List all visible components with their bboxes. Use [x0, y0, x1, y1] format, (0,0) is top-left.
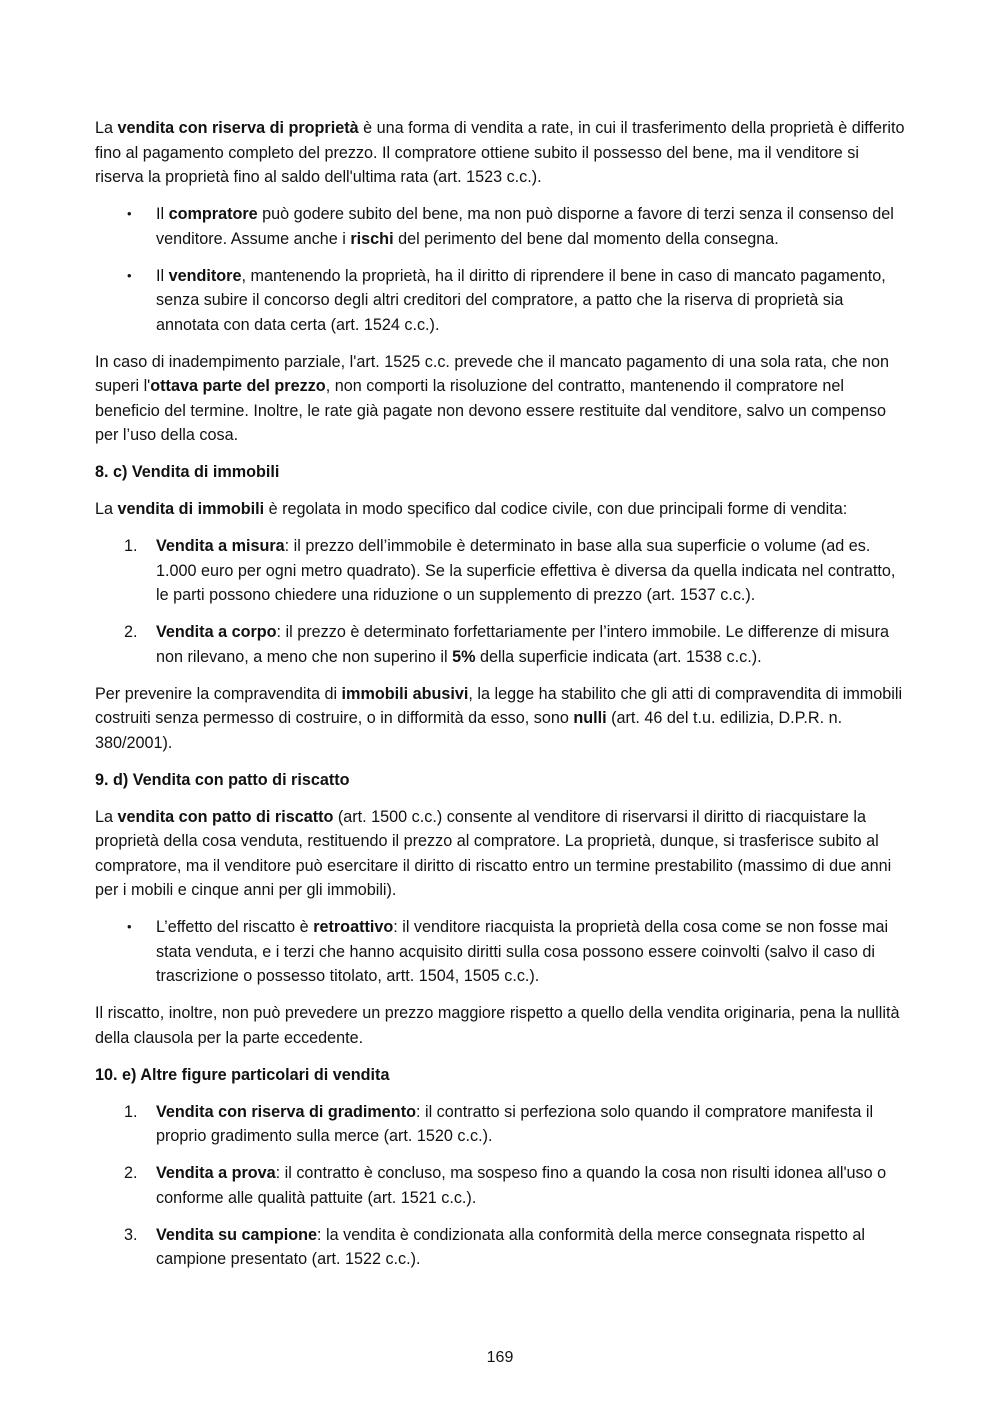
numbered-item-text — [156, 1103, 873, 1146]
text-run: , la legge ha stabilito che gli atti di compravendita di immobili costruiti senza permesso di costruire, o in difformità da esso, sono — [95, 684, 903, 727]
numbered-item — [95, 1161, 905, 1210]
bold-term: Vendita su campione — [156, 1225, 318, 1244]
text-run: : il contratto si perfeziona solo quando il compratore manifesta il proprio gradimento sulla merce (art. 1520 c.c.). — [156, 1102, 874, 1145]
bold-term: 5% — [452, 647, 476, 666]
riserva-bullet-list — [95, 202, 905, 337]
bullet-icon: • — [127, 206, 132, 221]
prezzo-paragraph — [95, 1001, 905, 1050]
bold-term: Vendita a misura — [156, 537, 285, 555]
text-run: L’effetto del riscatto è — [156, 918, 314, 936]
riscatto-bullet-list — [95, 915, 905, 989]
bold-term: vendita con riserva di proprietà — [117, 119, 359, 137]
numbered-item-text — [156, 623, 889, 666]
numbered-item-text — [156, 537, 895, 604]
bold-term: compratore — [168, 205, 258, 223]
numbered-item — [95, 534, 905, 608]
numbered-item-text — [156, 1164, 886, 1207]
numbered-item — [95, 1100, 905, 1149]
numbered-item-text — [156, 1226, 865, 1269]
inadempimento-paragraph — [95, 350, 905, 448]
item-number: 1. — [124, 537, 138, 555]
bold-term: Vendita a prova — [156, 1164, 276, 1182]
text-run: La — [95, 807, 118, 826]
text-run: del perimento del bene dal momento della consegna. — [393, 229, 779, 248]
text-run: Per prevenire la compravendita di — [95, 684, 342, 703]
immobili-numbered-list — [95, 534, 905, 669]
immobili-paragraph — [95, 497, 905, 522]
item-number: 1. — [124, 1102, 138, 1121]
text-run: La — [95, 119, 118, 137]
bullet-item — [95, 264, 905, 338]
section-heading-8: 8. c) Vendita di immobili — [95, 463, 280, 481]
text-run: , non comporti la risoluzione del contratto, mantenendo il compratore nel beneficio del termine. Inoltre, le rate già pagate non devono essere restituite dal venditore, salvo un compenso per l’uso della cosa. — [95, 377, 886, 444]
page-number: 169 — [486, 1349, 514, 1366]
text-run: : il prezzo è determinato forfettariamente per l’intero immobile. Le differenze di misura non rilevano, a meno che non superino il — [156, 623, 889, 666]
bold-term: Vendita con riserva di gradimento — [156, 1102, 416, 1121]
bold-term: immobili abusivi — [341, 684, 469, 703]
bullet-text — [156, 205, 894, 248]
text-run: : il prezzo dell’immobile è determinato in base alla sua superficie o volume (ad es. 1.000 euro per ogni metro quadrato). Se la superficie effettiva è diversa da quella indicata nel contratto, le parti possono chiedere una riduzione o un supplemento di prezzo (art. 1537 c.c.). — [156, 537, 896, 604]
bullet-icon: • — [127, 919, 132, 934]
text-run: (art. 46 del t.u. edilizia, D.P.R. n. 380/2001). — [95, 709, 843, 752]
numbered-item — [95, 620, 905, 669]
text-run: può godere subito del bene, ma non può disporne a favore di terzi senza il consenso del venditore. Assume anche i — [156, 205, 894, 248]
bold-term: vendita di immobili — [117, 500, 265, 518]
text-run: è regolata in modo specifico dal codice civile, con due principali forme di vendita: — [264, 500, 848, 518]
bullet-text — [156, 267, 886, 334]
text-run: Il riscatto, inoltre, non può prevedere un prezzo maggiore rispetto a quello della vendita originaria, pena la nullità della clausola per la parte eccedente. — [95, 1004, 900, 1047]
bullet-item — [95, 915, 905, 989]
text-run: La — [95, 500, 118, 518]
bullet-icon: • — [127, 267, 132, 283]
text-run: Il — [156, 266, 169, 285]
item-number: 3. — [124, 1225, 138, 1244]
text-run: della superficie indicata (art. 1538 c.c.). — [475, 647, 762, 666]
numbered-item — [95, 1223, 905, 1272]
bold-term: nulli — [573, 709, 607, 727]
text-run: : il contratto è concluso, ma sospeso fino a quando la cosa non risulti idonea all'uso o conforme alle qualità pattuite (art. 1521 c.c.). — [156, 1164, 887, 1207]
text-run: : il venditore riacquista la proprietà della cosa come se non fosse mai stata venduta, e i terzi che hanno acquisito diritti sulla cosa possono essere coinvolti (salvo il caso di trascrizione o possesso titolato, artt. 1504, 1505 c.c.). — [156, 918, 889, 985]
text-run: (art. 1500 c.c.) consente al venditore di riservarsi il diritto di riacquistare la proprietà della cosa venduta, restituendo il prezzo al compratore. La proprietà, dunque, si trasferisce subito al compratore, ma il venditore può esercitare il diritto di riscatto entro un termine prestabilito (massimo di due anni per i mobili e cinque anni per gli immobili). — [95, 807, 892, 899]
riscatto-paragraph — [95, 805, 905, 903]
bullet-text — [156, 918, 888, 985]
text-run: , mantenendo la proprietà, ha il diritto di riprendere il bene in caso di mancato pagamento, senza subire il concorso degli altri creditori del compratore, a patto che la riserva di proprietà sia annotata con data certa (art. 1524 c.c.). — [156, 266, 886, 334]
document-page — [95, 116, 905, 1284]
text-run: In caso di inadempimento parziale, l'art. 1525 c.c. prevede che il mancato pagamento di una sola rata, che non superi l' — [95, 352, 890, 395]
bold-term: rischi — [350, 229, 394, 248]
bold-term: venditore — [168, 266, 242, 285]
bold-term: Vendita a corpo — [156, 623, 277, 641]
text-run: Il — [156, 205, 169, 223]
section-heading-9: 9. d) Vendita con patto di riscatto — [95, 770, 350, 789]
bold-term: retroattivo — [313, 918, 394, 936]
section-heading-10: 10. e) Altre figure particolari di vendita — [95, 1065, 390, 1084]
bold-term: vendita con patto di riscatto — [117, 807, 334, 826]
intro-paragraph — [95, 116, 905, 190]
bullet-item — [95, 202, 905, 251]
text-run: è una forma di vendita a rate, in cui il trasferimento della proprietà è differito fino al pagamento completo del prezzo. Il compratore ottiene subito il possesso del bene, ma il venditore si riserva la proprietà fino al saldo dell'ultima rata (art. 1523 c.c.). — [95, 119, 905, 186]
altre-numbered-list — [95, 1100, 905, 1272]
item-number: 2. — [124, 623, 138, 641]
bold-term: ottava parte del prezzo — [150, 377, 326, 395]
item-number: 2. — [124, 1164, 138, 1182]
abusivi-paragraph — [95, 682, 905, 756]
text-run: : la vendita è condizionata alla conformità della merce consegnata rispetto al campione presentato (art. 1522 c.c.). — [156, 1225, 866, 1268]
